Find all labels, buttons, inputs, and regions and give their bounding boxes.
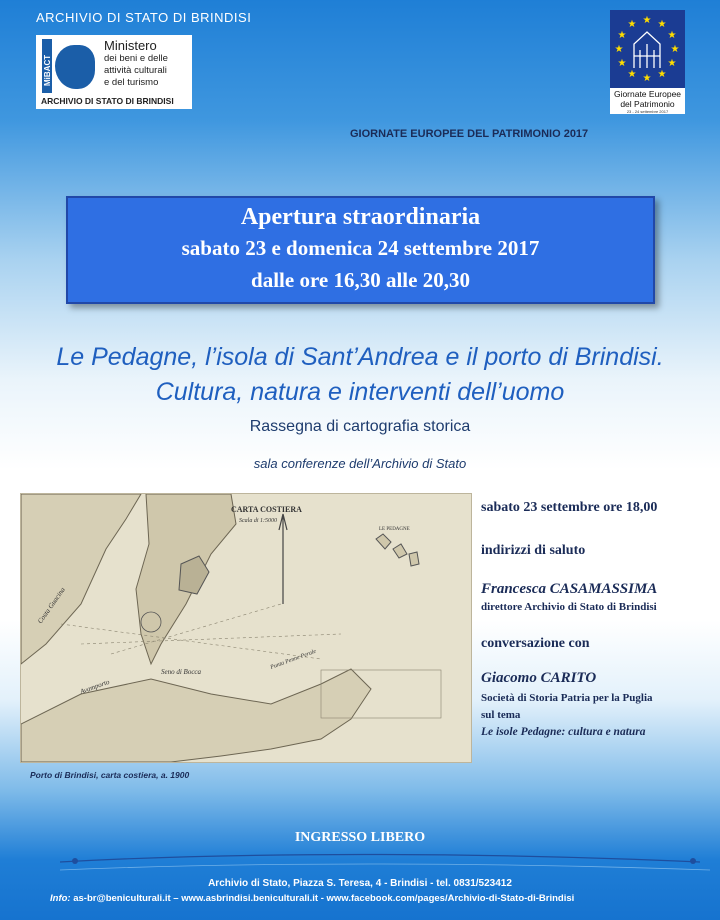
event-series: GIORNATE EUROPEE DEL PATRIMONIO 2017 [350, 128, 589, 140]
svg-text:★: ★ [642, 15, 652, 26]
program-conversation: conversazione con [481, 636, 590, 651]
speaker2-role: Società di Storia Patria per la Puglia [481, 692, 653, 704]
ministry-archive-line: ARCHIVIO DI STATO DI BRINDISI [41, 96, 174, 106]
info-line [50, 893, 574, 904]
map-avamporto-label: Avamporto [78, 677, 111, 696]
map-costa-label: Costa Guacina [36, 585, 67, 626]
program-greetings: indirizzi di saluto [481, 543, 586, 558]
exhibition-title-line2: Cultura, natura e interventi dell’uomo [155, 378, 565, 406]
svg-text:★: ★ [617, 30, 627, 41]
ministry-emblem-icon: MiBACT [42, 39, 98, 93]
svg-text:★: ★ [667, 30, 677, 41]
svg-text:★: ★ [657, 69, 667, 80]
map-seno-label: Seno di Bocca [161, 668, 202, 676]
svg-text:★: ★ [617, 58, 627, 69]
historic-map-image [20, 493, 472, 763]
svg-text:★: ★ [667, 58, 677, 69]
eu-heritage-logo [610, 10, 685, 114]
topic-label: sul tema [481, 709, 521, 721]
info-label: Info: [50, 893, 71, 904]
svg-text:★: ★ [670, 44, 680, 55]
svg-text:★: ★ [657, 19, 667, 30]
exhibition-venue: sala conferenze dell’Archivio di Stato [253, 456, 467, 471]
opening-dates: sabato 23 e domenica 24 settembre 2017 [181, 236, 540, 260]
ministry-line1: Ministero [104, 38, 157, 53]
speaker2-name: Giacomo CARITO [481, 670, 597, 686]
opening-title: Apertura straordinaria [240, 204, 481, 230]
svg-text:★: ★ [614, 44, 624, 55]
ministry-lines: dei beni e delle attività culturali e del turismo [104, 53, 168, 88]
ministry-logo [36, 35, 192, 109]
eu-logo-caption: Giornate Europee del Patrimonio [613, 89, 682, 109]
speaker1-role: direttore Archivio di Stato di Brindisi [481, 601, 657, 613]
opening-hours: dalle ore 16,30 alle 20,30 [251, 268, 470, 292]
map-title-label: CARTA COSTIERA [231, 505, 302, 514]
eu-logo-dates: 23 - 24 settembre 2017 [626, 109, 669, 114]
exhibition-title-line1: Le Pedagne, l’isola di Sant’Andrea e il porto di Brindisi. [56, 343, 664, 371]
svg-text:★: ★ [627, 19, 637, 30]
free-entry: INGRESSO LIBERO [294, 830, 426, 845]
exhibition-subtitle: Rassegna di cartografia storica [249, 418, 471, 435]
topic-text: Le isole Pedagne: cultura e natura [481, 726, 646, 738]
map-punta-label: Punta Penne Perale [269, 648, 318, 671]
address-line: Archivio di Stato, Piazza S. Teresa, 4 - Brindisi - tel. 0831/523412 [208, 878, 512, 889]
opening-box [66, 196, 655, 304]
speaker1-name: Francesca CASAMASSIMA [481, 581, 658, 597]
map-scale-label: Scala di 1:5000 [239, 518, 277, 524]
org-name: ARCHIVIO DI STATO DI BRINDISI [36, 10, 252, 25]
svg-text:★: ★ [642, 73, 652, 84]
map-caption: Porto di Brindisi, carta costiera, a. 1900 [30, 770, 190, 780]
eu-flag-icon [610, 10, 685, 88]
info-contacts: as-br@beniculturali.it – www.asbrindisi.beniculturali.it - www.facebook.com/pages/Archivio-di-Stato-di-Brindisi [70, 893, 575, 904]
program-date: sabato 23 settembre ore 18,00 [481, 500, 658, 515]
map-pedagne-label: LE PEDAGNE [379, 527, 410, 532]
svg-text:★: ★ [627, 69, 637, 80]
